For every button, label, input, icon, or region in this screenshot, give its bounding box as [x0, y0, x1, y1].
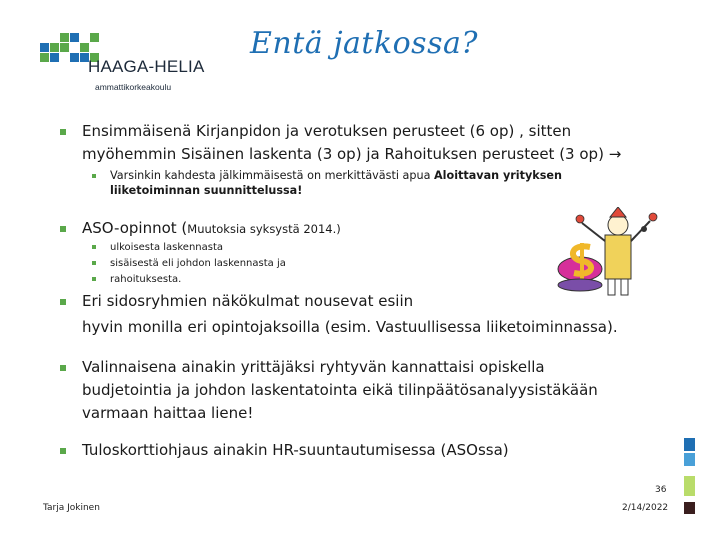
bullet-3-line-2: hyvin monilla eri opintojaksoilla (esim. Vastuullisessa liiketoiminnassa).	[82, 318, 618, 336]
bullet-4-line-3: varmaan haittaa liene!	[82, 404, 254, 422]
bullet-marker	[60, 129, 66, 135]
bullet-marker	[60, 448, 66, 454]
bullet-marker	[60, 365, 66, 371]
bullet-5-line-1: Tuloskorttiohjaus ainakin HR-suuntautumisessa (ASOssa)	[82, 441, 509, 459]
footer-date: 2/14/2022	[622, 503, 669, 513]
bullet-marker	[60, 226, 66, 232]
bullet-2-sub-1: ulkoisesta laskennasta	[110, 242, 224, 253]
bullet-3-line-1: Eri sidosryhmien näkökulmat nousevat esiin	[82, 292, 414, 310]
sub-bullet-marker	[92, 277, 96, 281]
bullet-marker	[60, 299, 66, 305]
decor-bar-blue	[684, 438, 695, 451]
logo-subtitle: ammattikorkeakoulu	[95, 82, 172, 92]
bullet-2-line	[82, 218, 341, 240]
juggler-with-dollar-icon	[550, 207, 668, 299]
bullet-1-sub-line-2: liiketoiminnan suunnittelussa!	[110, 184, 303, 197]
sub-bullet-marker	[92, 174, 96, 178]
bullet-2-main: ASO-opinnot (	[82, 219, 188, 237]
bullet-1-sub-bold: Aloittavan yrityksen	[434, 169, 562, 182]
decor-bar-green	[684, 476, 695, 496]
slide-title: Entä jatkossa?	[250, 26, 478, 61]
bullet-4-line-1: Valinnaisena ainakin yrittäjäksi ryhtyvän kannattaisi opiskella	[82, 358, 545, 376]
bullet-4-line-2: budjetointia ja johdon laskentatointa eikä tilinpäätösanalyysistäkään	[82, 381, 598, 399]
footer-author: Tarja Jokinen	[43, 503, 100, 513]
bullet-2-sub-3: rahoituksesta.	[110, 274, 182, 285]
bullet-2-note: Muutoksia syksystä 2014.)	[187, 222, 341, 236]
footer-page-number: 36	[655, 485, 667, 495]
bullet-1-line-1: Ensimmäisenä Kirjanpidon ja verotuksen perusteet (6 op) , sitten	[82, 122, 572, 140]
bullet-1-sub-line-1	[110, 168, 562, 183]
sub-bullet-marker	[92, 245, 96, 249]
bullet-1-sub-text: Varsinkin kahdesta jälkimmäisestä on merkittävästi apua	[110, 169, 431, 182]
decor-bar-lightblue	[684, 453, 695, 466]
sub-bullet-marker	[92, 261, 96, 265]
bullet-2-sub-2: sisäisestä eli johdon laskennasta ja	[110, 258, 286, 269]
logo-name: HAAGA-HELIA	[88, 57, 205, 76]
decor-bar-dark	[684, 502, 695, 514]
bullet-1-line-2: myöhemmin Sisäinen laskenta (3 op) ja Rahoituksen perusteet (3 op) →	[82, 145, 622, 163]
